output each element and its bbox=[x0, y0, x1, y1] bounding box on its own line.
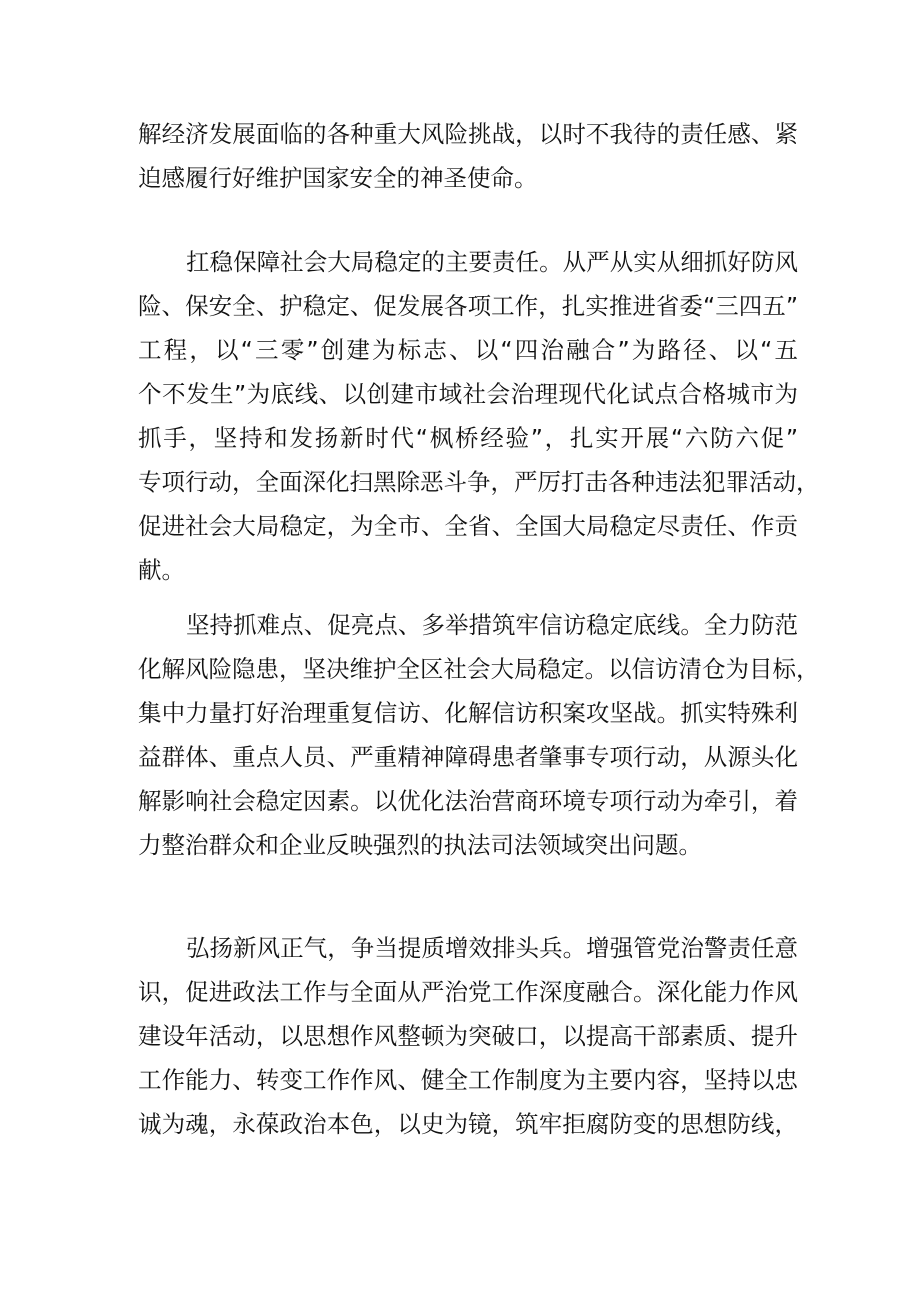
paragraph-line: 个不发生”为底线、以创建市域社会治理现代化试点合格城市为 bbox=[138, 380, 798, 408]
paragraph-line: 识，促进政法工作与全面从严治党工作深度融合。深化能力作风 bbox=[138, 978, 798, 1006]
paragraph-line: 献。 bbox=[138, 556, 185, 584]
paragraph-line: 迫感履行好维护国家安全的神圣使命。 bbox=[138, 164, 538, 192]
paragraph-line: 专项行动，全面深化扫黑除恶斗争，严厉打击各种违法犯罪活动， bbox=[138, 468, 820, 496]
paragraph-line: 解经济发展面临的各种重大风险挑战，以时不我待的责任感、紧 bbox=[138, 120, 798, 148]
paragraph-line: 诚为魂，永葆政治本色，以史为镜，筑牢拒腐防变的思想防线， bbox=[138, 1110, 798, 1138]
paragraph-line: 解影响社会稳定因素。以优化法治营商环境专项行动为牵引，着 bbox=[138, 787, 798, 815]
paragraph-line: 弘扬新风正气，争当提质增效排头兵。增强管党治警责任意 bbox=[186, 934, 798, 962]
paragraph-line: 坚持抓难点、促亮点、多举措筑牢信访稳定底线。全力防范 bbox=[186, 611, 798, 639]
paragraph-line: 益群体、重点人员、严重精神障碍患者肇事专项行动，从源头化 bbox=[138, 743, 798, 771]
paragraph-line: 化解风险隐患，坚决维护全区社会大局稳定。以信访清仓为目标， bbox=[138, 655, 820, 683]
paragraph-social-stability bbox=[138, 240, 820, 592]
paragraph-line: 力整治群众和企业反映强烈的执法司法领域突出问题。 bbox=[138, 831, 702, 859]
paragraph-petition-stability bbox=[138, 603, 820, 867]
paragraph-line: 工作能力、转变工作作风、健全工作制度为主要内容，坚持以忠 bbox=[138, 1066, 798, 1094]
paragraph-line: 工程，以“三零”创建为标志、以“四治融合”为路径、以“五 bbox=[138, 336, 798, 364]
paragraph-line: 抓手，坚持和发扬新时代“枫桥经验”，扎实开展“六防六促” bbox=[138, 424, 798, 452]
paragraph-line: 集中力量打好治理重复信访、化解信访积案攻坚战。抓实特殊利 bbox=[138, 699, 798, 727]
paragraph-line: 扛稳保障社会大局稳定的主要责任。从严从实从细抓好防风 bbox=[186, 248, 798, 276]
paragraph-line: 建设年活动，以思想作风整顿为突破口，以提高干部素质、提升 bbox=[138, 1022, 798, 1050]
paragraph-national-security-continued bbox=[138, 112, 798, 200]
paragraph-new-atmosphere bbox=[138, 926, 798, 1146]
paragraph-line: 险、保安全、护稳定、促发展各项工作，扎实推进省委“三四五” bbox=[138, 292, 798, 320]
paragraph-line: 促进社会大局稳定，为全市、全省、全国大局稳定尽责任、作贡 bbox=[138, 512, 798, 540]
